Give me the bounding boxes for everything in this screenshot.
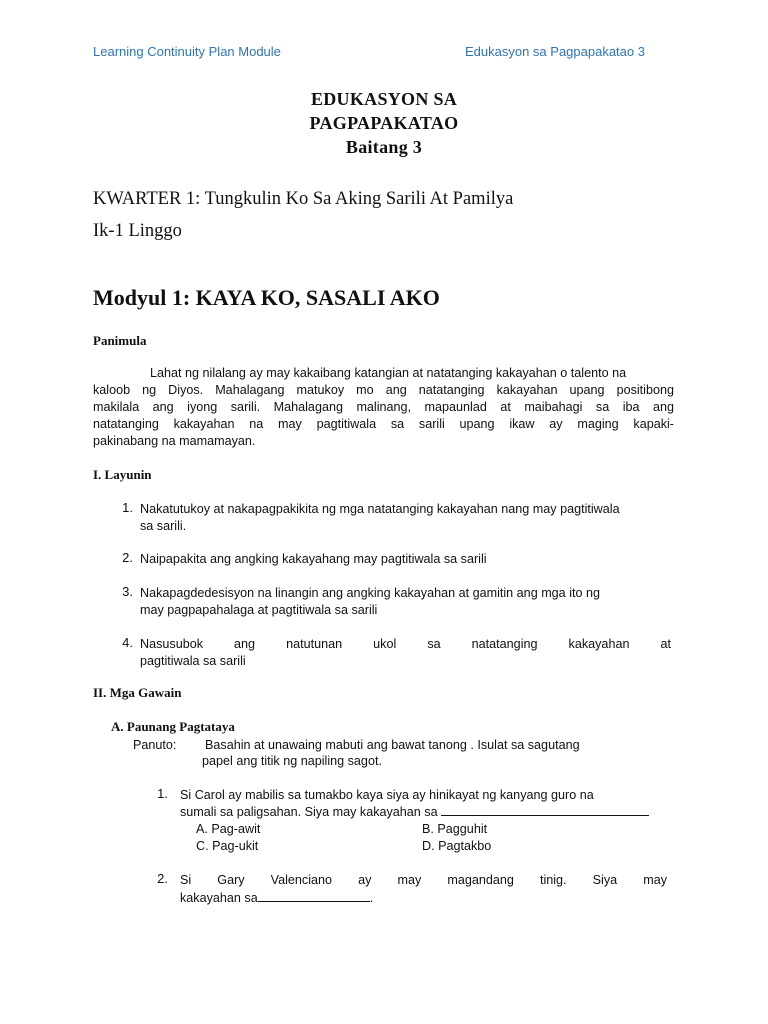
panimula-heading: Panimula [93,333,147,348]
layunin-item-number: 4. [122,635,133,650]
q2-line1: Si Gary Valenciano ay may magandang tinig. Siya may [180,873,667,887]
answer-blank [441,803,649,816]
header-left: Learning Continuity Plan Module [93,44,281,59]
question-number: 2. [157,871,168,886]
paunang-pagtataya-heading: A. Paunang Pagtataya [111,719,235,734]
layunin-item-4-line1: Nasusubok ang natutunan ukol sa natatanging kakayahan at [140,637,671,651]
layunin-item-number: 3. [122,584,133,599]
layunin-heading: I. Layunin [93,467,152,482]
modyul-title: Modyul 1: KAYA KO, SASALI AKO [93,285,440,310]
header-right: Edukasyon sa Pagpapakatao 3 [465,44,645,59]
q1-choice-a: A. Pag-awit [196,822,261,836]
panimula-line4: natatanging kakayahan na may pagtitiwala sa sarili upang ikaw ay maging kapaki- [93,417,674,431]
layunin-item-number: 1. [122,500,133,515]
panimula-line2: kaloob ng Diyos. Mahalagang matukoy mo ang natatanging kakayahan upang positibong [93,383,674,397]
layunin-item-1-line1: Nakatutukoy at nakapagpakikita ng mga natatanging kakayahan nang may pagtitiwala [140,502,620,516]
title-line1: EDUKASYON SA [310,89,458,109]
panimula-line1: Lahat ng nilalang ay may kakaibang katangian at natatanging kakayahan o talento na [150,366,627,380]
layunin-item-3-line1: Nakapagdedesisyon na linangin ang angking kakayahan at gamitin ang mga ito ng [140,586,600,600]
layunin-item-3-line2: may pagpapahalaga at pagtitiwala sa sarili [140,603,378,617]
title-line2: PAGPAPAKATAO [309,113,459,133]
q1-choice-c: C. Pag-ukit [196,839,259,853]
title-line3: Baitang 3 [345,137,423,157]
panuto-label: Panuto: [133,738,177,752]
q2-line2 [180,889,373,907]
panimula-line5: pakinabang na mamamayan. [93,434,256,448]
answer-blank [258,889,370,902]
q1-choice-d: D. Pagtakbo [422,839,492,853]
q2-line2-text: kakayahan sa [180,891,258,905]
layunin-item-number: 2. [122,550,133,565]
panuto-line2: papel ang titik ng napiling sagot. [202,754,382,768]
q1-choice-b: B. Pagguhit [422,822,488,836]
q1-line2-text: sumali sa paligsahan. Siya may kakayahan sa [180,805,438,819]
q2-end: . [369,891,374,905]
question-number: 1. [157,786,168,801]
gawain-heading: II. Mga Gawain [93,685,182,700]
q1-line1: Si Carol ay mabilis sa tumakbo kaya siya ay hinikayat ng kanyang guro na [180,788,594,802]
kwarter-heading: KWARTER 1: Tungkulin Ko Sa Aking Sarili At Pamilya [93,189,514,209]
q1-line2 [180,803,649,821]
panuto-line1: Basahin at unawaing mabuti ang bawat tanong . Isulat sa sagutang [205,738,580,752]
panimula-line3: makilala ang iyong sarili. Mahalagang malinang, mapaunlad at maibahagi sa iba ang [93,400,674,414]
layunin-item-4-line2: pagtitiwala sa sarili [140,654,246,668]
layunin-item-1-line2: sa sarili. [140,519,187,533]
linggo-heading: Ik-1 Linggo [93,221,182,241]
layunin-item-2-line1: Naipapakita ang angking kakayahang may pagtitiwala sa sarili [140,552,487,566]
